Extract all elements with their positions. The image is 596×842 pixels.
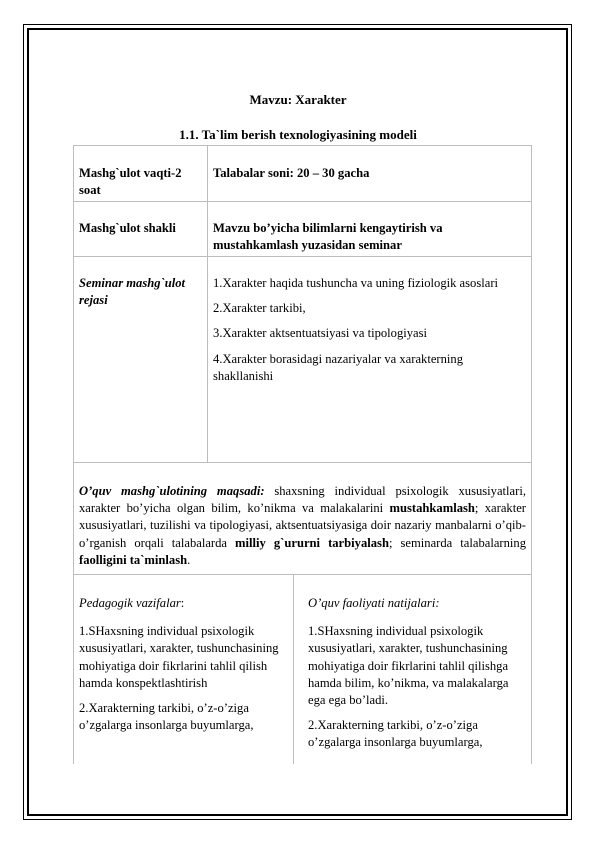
pedagogical-tasks-cell <box>74 575 294 764</box>
lesson-form-value: Mavzu bo’yicha bilimlarni kengaytirish va mustahkamlash yuzasidan seminar <box>213 221 443 253</box>
lesson-goal-text <box>74 463 531 569</box>
goal-emphasis: faolligini ta`minlash <box>79 552 188 567</box>
goal-text-part: ; seminarda talabalarning <box>388 535 527 550</box>
list-item: 2.Xarakterning tarkibi, o’z-o’ziga o’zgalarga insonlarga buyumlarga, <box>308 718 483 750</box>
list-item: 1.Xarakter haqida tushuncha va uning fiziologik asoslari <box>213 276 499 290</box>
list-item: 2.Xarakter tarkibi, <box>213 301 306 316</box>
table-row <box>73 256 532 462</box>
section-subtitle: 1.1. Ta`lim berish texnologiyasining modeli <box>179 127 417 142</box>
goal-text-part: shaxsning individual psixologik xususiyatlari, xarakter bo’yicha olgan bilim, ko’nikma va malakalarini <box>79 484 526 516</box>
lesson-goal-label: O’quv mashg`ulotining maqsadi: <box>79 484 265 498</box>
goal-emphasis: mustahkamlash <box>389 501 475 516</box>
learning-outcomes-header: O’quv faoliyati natijalari: <box>308 596 440 610</box>
list-item: 1.SHaxsning individual psixologik xususiyatlari, xarakter, tushunchasining mohiyatiga doir fikrlarini tahlil qilish hamda konspektlashtirish <box>79 624 279 690</box>
table-row <box>73 462 532 574</box>
learning-outcomes-cell <box>294 575 531 764</box>
seminar-plan-list <box>208 257 531 462</box>
goal-text-part: . <box>187 552 191 567</box>
seminar-plan-label: Seminar mashg`ulot rejasi <box>74 257 208 462</box>
list-item: 1.SHaxsning individual psixologik xususiyatlari, xarakter, tushunchasining mohiyatiga doir fikrlarini tahlil qilishga hamda bilim, ko’nikma, va malakalarga ega ega bo’ladi. <box>308 624 509 708</box>
table-row <box>73 574 532 764</box>
page-title: Mavzu: Xarakter <box>249 92 347 107</box>
goal-text-part: ; xarakter xususiyatlari, tuzilishi va tipologiyasi, aktsentuatsiyasiga doir nazariy manbalarni o’qib-o’rganish orqali talabalarda <box>79 501 526 550</box>
table-row <box>73 145 532 201</box>
list-item: 4.Xarakter borasidagi nazariyalar va xarakterning shakllanishi <box>213 351 463 383</box>
table-row <box>73 201 532 256</box>
header-colon: : <box>180 596 185 610</box>
goal-emphasis: milliy g`ururni tarbiyalash <box>235 535 389 550</box>
students-count-cell: Talabalar soni: 20 – 30 gacha <box>213 166 370 180</box>
list-item: 3.Xarakter aktsentuatsiyasi va tipologiyasi <box>213 326 428 341</box>
lesson-form-label: Mashg`ulot shakli <box>74 202 208 256</box>
pedagogical-tasks-header: Pedagogik vazifalar <box>79 596 181 610</box>
list-item: 2.Xarakterning tarkibi, o’z-o’ziga o’zgalarga insonlarga buyumlarga, <box>79 701 254 733</box>
lesson-model-table <box>73 145 532 764</box>
duration-cell: Mashg`ulot vaqti-2 soat <box>74 146 208 201</box>
